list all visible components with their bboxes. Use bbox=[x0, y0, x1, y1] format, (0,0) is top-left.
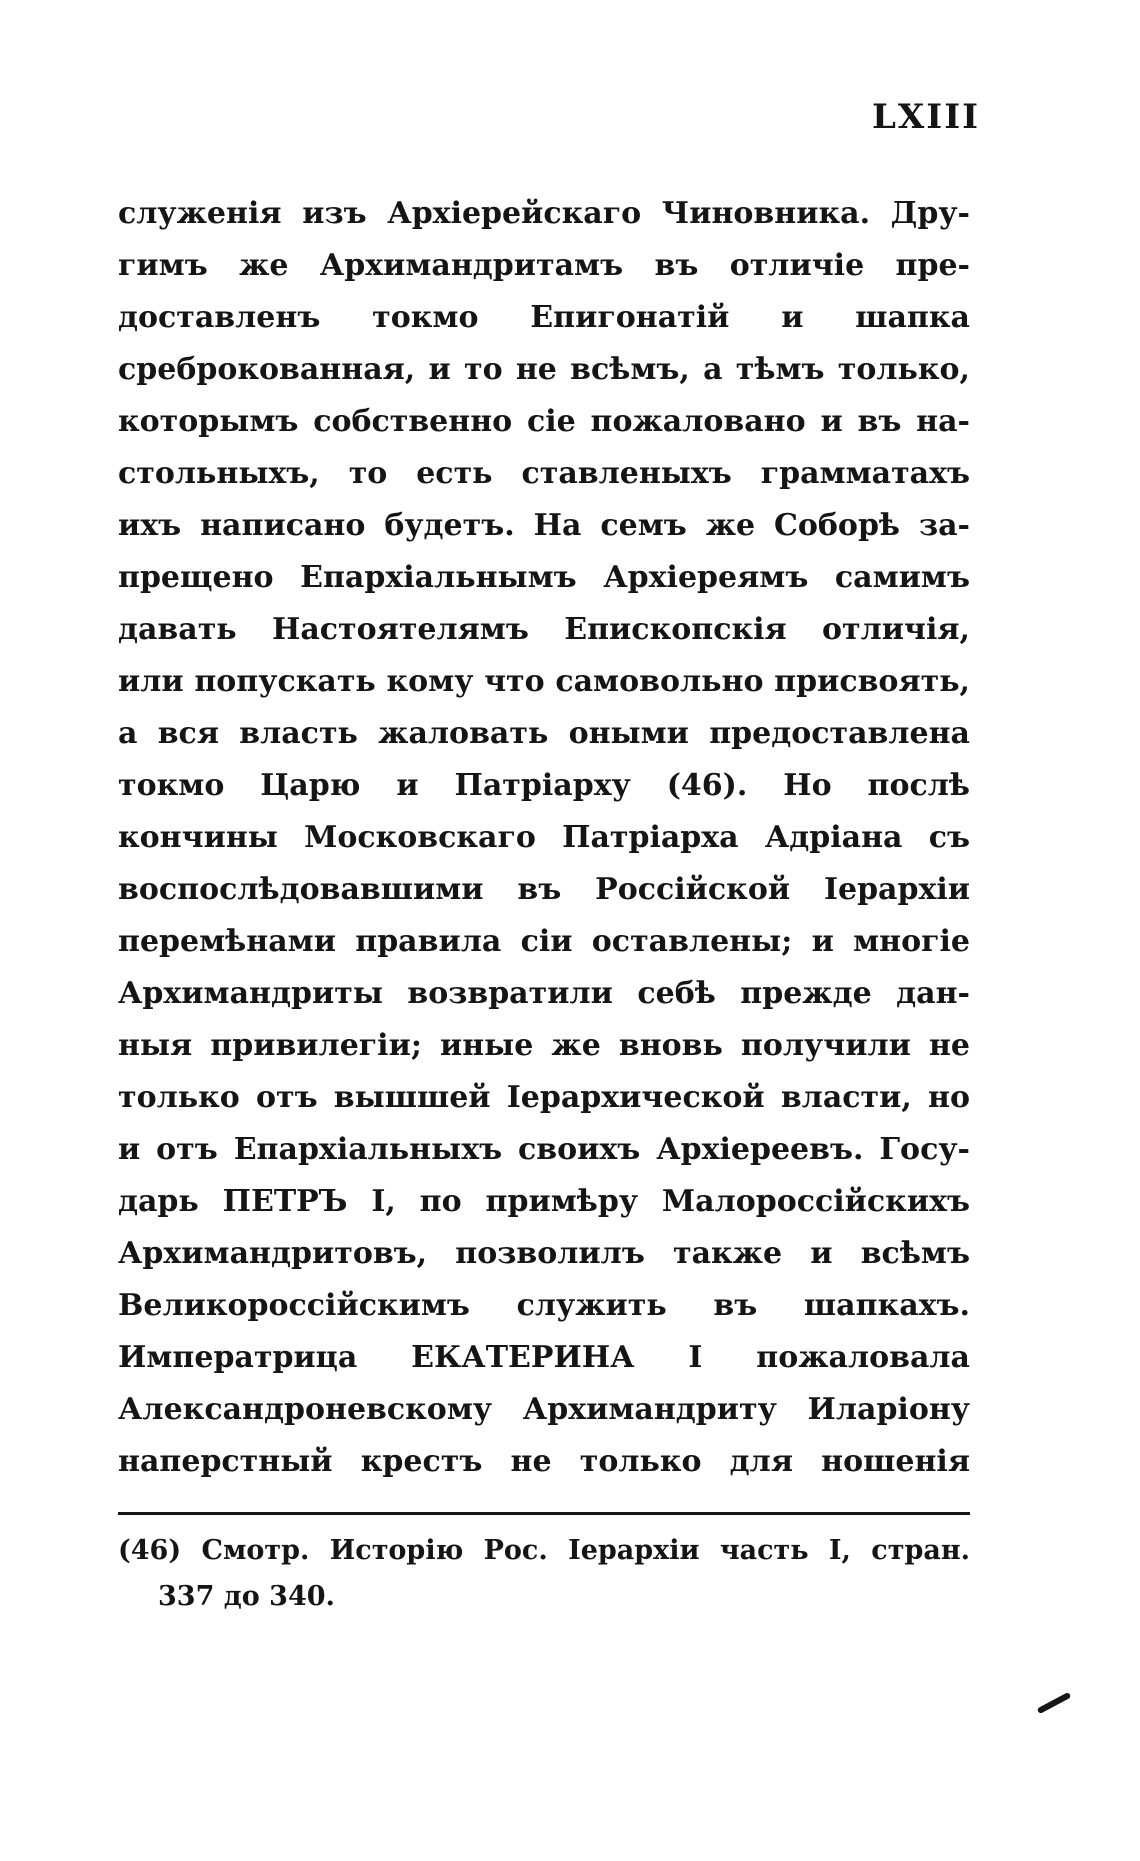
text-line: прещено Епархіальнымъ Архіереямъ самимъ bbox=[118, 560, 970, 595]
text-line: или попускать кому что самовольно присвоять, bbox=[118, 664, 970, 699]
text-line: стольныхъ, то есть ставленыхъ грамматахъ bbox=[118, 456, 970, 491]
text-line: Александроневскому Архимандриту Иларіону bbox=[118, 1392, 970, 1427]
text-line: перемѣнами правила сіи оставлены; и многіе bbox=[118, 924, 970, 959]
ink-stroke-mark bbox=[1037, 1692, 1072, 1714]
main-text bbox=[118, 188, 970, 1488]
page-number: LXIII bbox=[872, 97, 980, 137]
text-line: Архимандритовъ, позволилъ также и всѣмъ bbox=[118, 1236, 970, 1271]
footnote-line: 337 до 340. bbox=[158, 1581, 335, 1612]
text-line: Императрица ЕКАТЕРИНА I пожаловала bbox=[118, 1340, 970, 1375]
text-line: служенія изъ Архіерейскаго Чиновника. Дру- bbox=[118, 196, 970, 231]
footnote-line: (46) Смотр. Исторію Рос. Іерархіи часть I, стран. bbox=[118, 1535, 970, 1566]
text-line: Великороссійскимъ служить въ шапкахъ. bbox=[118, 1288, 970, 1323]
text-line: дарь ПЕТРЪ I, по примѣру Малороссійскихъ bbox=[118, 1184, 970, 1219]
text-line: наперстный крестъ не только для ношенія bbox=[118, 1444, 970, 1479]
text-line: кончины Московскаго Патріарха Адріана съ bbox=[118, 820, 970, 855]
text-line: которымъ собственно сіе пожаловано и въ на- bbox=[118, 404, 970, 439]
text-line: ныя привилегіи; иные же вновь получили не bbox=[118, 1028, 970, 1063]
text-line: доставленъ токмо Епигонатій и шапка bbox=[118, 300, 970, 335]
footnote-divider bbox=[118, 1512, 970, 1515]
text-line: а вся власть жаловать оными предоставлена bbox=[118, 716, 970, 751]
footnote bbox=[118, 1528, 970, 1620]
text-line: гимъ же Архимандритамъ въ отличіе пре- bbox=[118, 248, 970, 283]
text-line: и отъ Епархіальныхъ своихъ Архіереевъ. Госу- bbox=[118, 1132, 970, 1167]
text-line: ихъ написано будетъ. На семъ же Соборѣ за- bbox=[118, 508, 970, 543]
text-line: токмо Царю и Патріарху (46). Но послѣ bbox=[118, 768, 970, 803]
text-line: Архимандриты возвратили себѣ прежде дан- bbox=[118, 976, 970, 1011]
text-line: воспослѣдовавшими въ Россійской Іерархіи bbox=[118, 872, 970, 907]
text-line: только отъ вышшей Іерархической власти, но bbox=[118, 1080, 970, 1115]
text-line: давать Настоятелямъ Епископскія отличія, bbox=[118, 612, 970, 647]
text-line: среброкованная, и то не всѣмъ, а тѣмъ только, bbox=[118, 352, 970, 387]
